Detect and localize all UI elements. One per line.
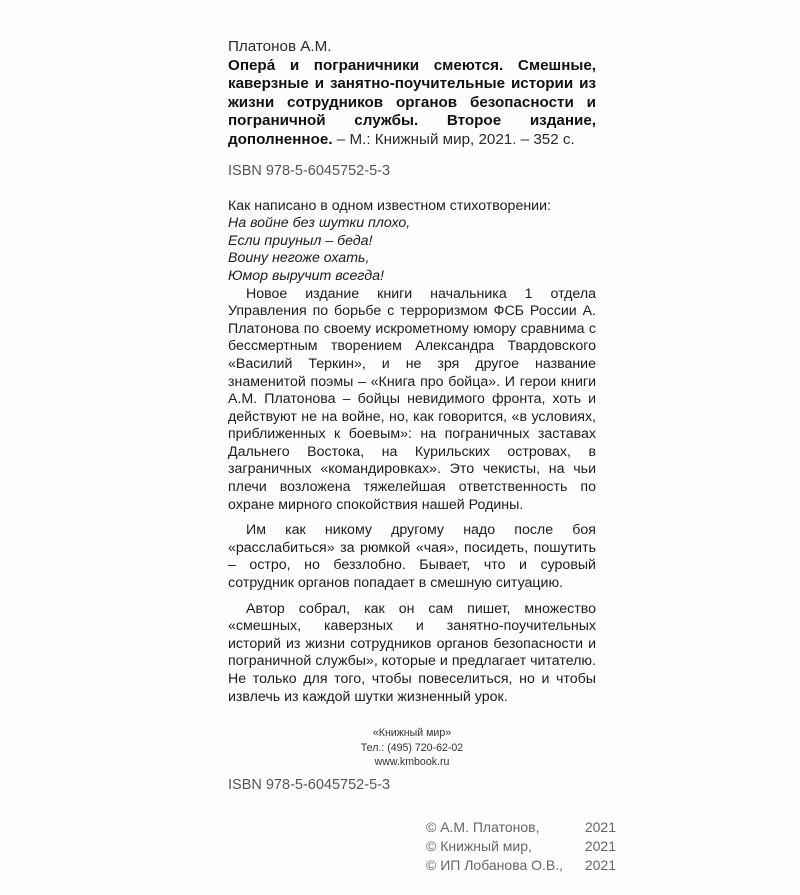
author-name: Платонов А.М. [228, 38, 332, 55]
isbn-top: ISBN 978-5-6045752-5-3 [228, 162, 391, 179]
imprint: – М.: Книжный мир, 2021. – 352 с. [332, 130, 575, 148]
annotation-paragraph: Им как никому другому надо после боя «расслабиться» за рюмкой «чая», посидеть, пошутить – остро, но беззлобно. Бывает, что и суровый сотрудник органов попадает в смешную ситуацию. [228, 522, 596, 592]
copyright-line [426, 818, 616, 837]
epigraph-intro: Как написано в одном известном стихотворении: [228, 197, 551, 214]
poem-line: Если приуныл – беда! [228, 232, 373, 249]
poem-line: На войне без шутки плохо, [228, 215, 411, 232]
copyright-holder: © Книжный мир, [426, 837, 532, 854]
annotation-block [228, 198, 596, 707]
book-title: Опера́ и пограничники смеются. Смешные, каверзные и занятно-поучительные истории из жизни сотрудников органов безопасности и пограничной службы. Второе издание, дополненное. [228, 56, 596, 148]
copyright-line [426, 837, 616, 856]
bibliographic-header [228, 38, 596, 150]
annotation-paragraph: Новое издание книги начальника 1 отдела Управления по борьбе с терроризмом ФСБ России А. Платонова по своему искрометному юмору сравнима с бессмертным творением Александра Твардовского «Василий Теркин», и не зря другое название знаменитой поэмы – «Книга про бойца». И герои книги А.М. Платонова – бойцы невидимого фронта, хоть и действуют не на войне, но, как говорится, «в условиях, приближенных к боевым»: на пограничных заставах Дальнего Востока, на Курильских островах, в заграничных «командировках». Это чекисты, на чьи плечи возложена тяжелейшая ответственность по охране мирного спокойствия нашей Родины. [228, 285, 596, 513]
copyright-line [426, 856, 616, 875]
copyright-notices [426, 818, 800, 875]
copyright-holder: © ИП Лобанова О.В., [426, 856, 564, 873]
copyright-year: 2021 [584, 837, 616, 854]
isbn-bottom: ISBN 978-5-6045752-5-3 [228, 776, 391, 793]
poem-line: Юмор выручит всегда! [228, 267, 384, 284]
publisher-website: www.kmbook.ru [374, 756, 450, 769]
copyright-year: 2021 [584, 818, 616, 835]
copyright-holder: © А.М. Платонов, [426, 818, 540, 835]
publisher-info [228, 726, 596, 770]
poem-line: Воину негоже охать, [228, 250, 370, 267]
publisher-name: «Книжный мир» [372, 727, 452, 740]
publisher-phone: Тел.: (495) 720-62-02 [360, 741, 464, 754]
epigraph-poem [228, 215, 596, 285]
copyright-year: 2021 [584, 856, 616, 873]
annotation-paragraph: Автор собрал, как он сам пишет, множество «смешных, каверзных и занятно-поучительных историй из жизни сотрудников органов безопасности и пограничной службы», которые и предлагает читателю. Не только для того, чтобы повеселиться, но и чтобы извлечь из каждой шутки жизненный урок. [228, 600, 596, 705]
